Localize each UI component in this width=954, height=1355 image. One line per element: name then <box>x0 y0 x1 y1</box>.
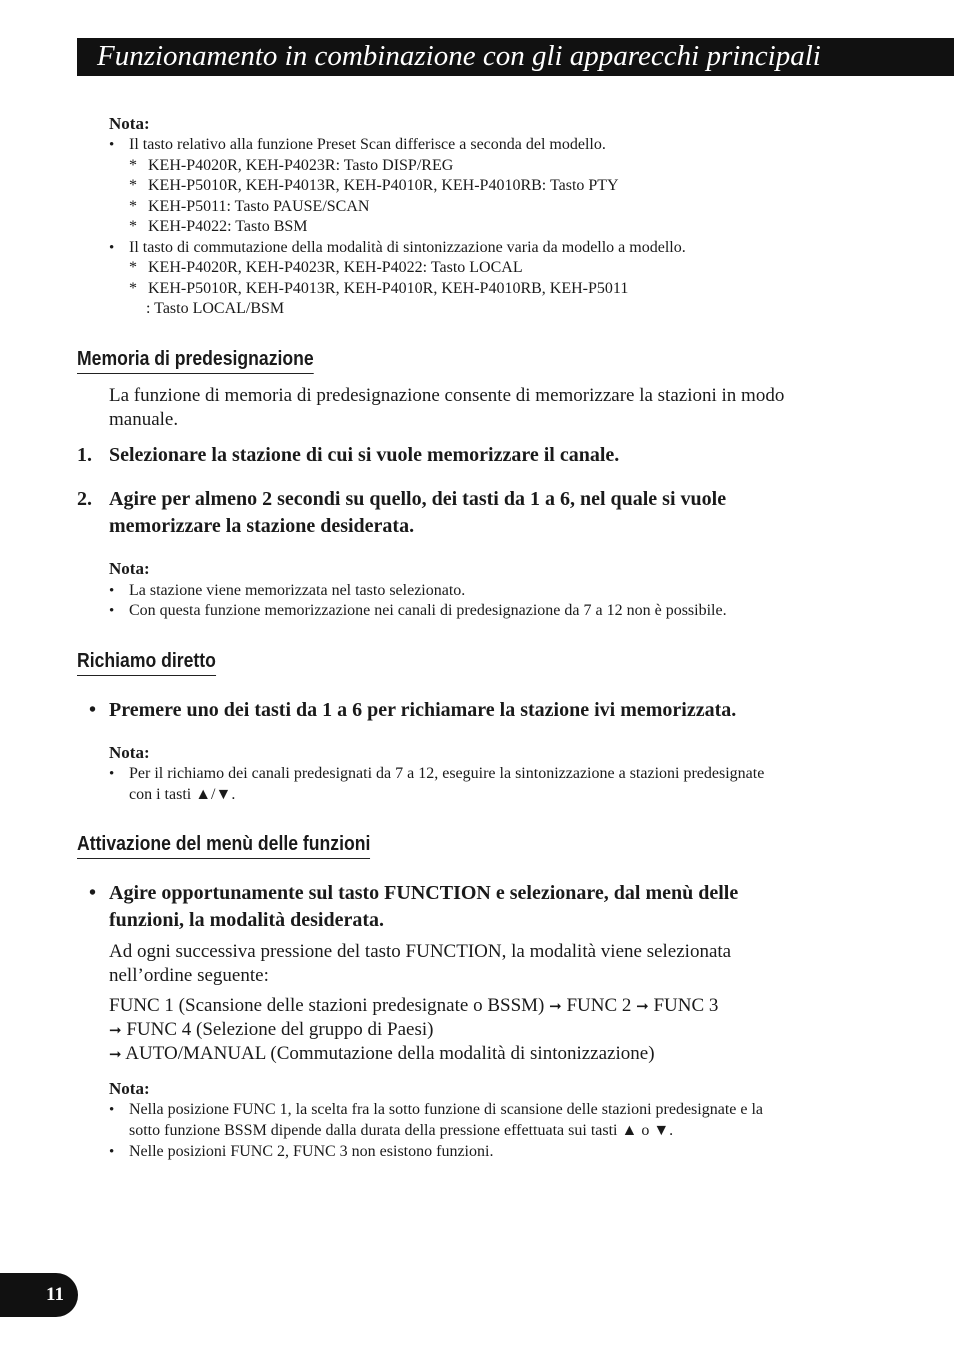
func-sequence-item: FUNC 1 (Scansione delle stazioni predesignate o BSSM) <box>109 995 545 1016</box>
bullet-icon: • <box>89 882 97 904</box>
step-text: Premere uno dei tasti da 1 a 6 per richiamare la stazione ivi memorizzata. <box>109 699 737 721</box>
note-subitem: KEH-P4020R, KEH-P4023R: Tasto DISP/REG <box>148 157 454 174</box>
note-text: Nelle posizioni FUNC 2, FUNC 3 non esistono funzioni. <box>129 1143 494 1160</box>
section-desc: nell’ordine seguente: <box>109 965 269 986</box>
section-desc: Ad ogni successiva pressione del tasto FUNCTION, la modalità viene selezionata <box>109 941 732 962</box>
func-sequence-item: AUTO/MANUAL (Commutazione della modalità di sintonizzazione) <box>125 1043 655 1064</box>
note-subitem-cont: : Tasto LOCAL/BSM <box>146 300 285 317</box>
page-number: 11 <box>46 1284 64 1305</box>
section-intro: La funzione di memoria di predesignazione consente di memorizzare la stazioni in modo <box>109 385 785 406</box>
note-subitem: KEH-P4020R, KEH-P4023R, KEH-P4022: Tasto LOCAL <box>148 259 523 276</box>
bullet-icon: • <box>109 240 115 256</box>
asterisk-icon: * <box>129 177 137 194</box>
page-number-tab <box>0 1273 78 1317</box>
section-heading-funzioni: Attivazione del menù delle funzioni <box>77 832 370 859</box>
bullet-icon: • <box>109 766 115 782</box>
page-header <box>77 38 954 76</box>
section-heading-richiamo: Richiamo diretto <box>77 649 216 676</box>
note-text: La stazione viene memorizzata nel tasto selezionato. <box>129 582 466 599</box>
asterisk-icon: * <box>129 218 137 235</box>
func-sequence-item: FUNC 3 <box>653 995 719 1016</box>
bullet-icon: • <box>109 1144 115 1160</box>
page-title: Funzionamento in combinazione con gli apparecchi principali <box>97 40 821 72</box>
note-subitem: KEH-P5010R, KEH-P4013R, KEH-P4010R, KEH-P4010RB, KEH-P5011 <box>148 280 629 297</box>
step-number: 2. <box>77 488 92 510</box>
asterisk-icon: * <box>129 198 137 215</box>
note-text: Nella posizione FUNC 1, la scelta fra la sotto funzione di scansione delle stazioni predesignate e la <box>129 1101 764 1118</box>
note-label: Nota: <box>109 559 150 578</box>
note-text: Con questa funzione memorizzazione nei canali di predesignazione da 7 a 12 non è possibile. <box>129 602 727 619</box>
func-sequence-item: FUNC 4 (Selezione del gruppo di Paesi) <box>126 1019 434 1040</box>
func-sequence-line <box>109 1018 433 1042</box>
func-sequence-line <box>109 994 718 1018</box>
bullet-icon: • <box>109 603 115 619</box>
asterisk-icon: * <box>129 259 137 276</box>
step-text: Agire opportunamente sul tasto FUNCTION e selezionare, dal menù delle <box>109 882 739 904</box>
func-sequence-line <box>109 1042 655 1066</box>
note-subitem: KEH-P5010R, KEH-P4013R, KEH-P4010R, KEH-P4010RB: Tasto PTY <box>148 177 619 194</box>
note-text: Il tasto di commutazione della modalità di sintonizzazione varia da modello a modello. <box>129 239 686 256</box>
bullet-icon: • <box>109 1102 115 1118</box>
asterisk-icon: * <box>129 157 137 174</box>
note-text: Per il richiamo dei canali predesignati da 7 a 12, eseguire la sintonizzazione a stazioni predesignate <box>129 765 765 782</box>
func-sequence-item: FUNC 2 <box>566 995 632 1016</box>
bullet-icon: • <box>89 699 97 721</box>
step-text: Agire per almeno 2 secondi su quello, dei tasti da 1 a 6, nel quale si vuole <box>109 488 727 510</box>
step-text: Selezionare la stazione di cui si vuole memorizzare il canale. <box>109 444 620 466</box>
section-intro: manuale. <box>109 409 179 430</box>
note-label: Nota: <box>109 743 150 762</box>
note-text: con i tasti ▲/▼. <box>129 786 236 803</box>
step-text: funzioni, la modalità desiderata. <box>109 909 385 931</box>
asterisk-icon: * <box>129 280 137 297</box>
note-label: Nota: <box>109 1079 150 1098</box>
note-text: sotto funzione BSSM dipende dalla durata della pressione effettuata sui tasti ▲ o ▼. <box>129 1122 674 1139</box>
arrow-right-icon: ➞ <box>109 1021 122 1039</box>
note-text: Il tasto relativo alla funzione Preset Scan differisce a seconda del modello. <box>129 136 606 153</box>
note-subitem: KEH-P4022: Tasto BSM <box>148 218 308 235</box>
step-text: memorizzare la stazione desiderata. <box>109 515 415 537</box>
arrow-right-icon: ➞ <box>109 1045 122 1063</box>
step-number: 1. <box>77 444 92 466</box>
arrow-right-icon: ➞ <box>549 997 562 1015</box>
note-subitem: KEH-P5011: Tasto PAUSE/SCAN <box>148 198 370 215</box>
note-label: Nota: <box>109 114 150 133</box>
section-heading-memoria: Memoria di predesignazione <box>77 347 314 374</box>
bullet-icon: • <box>109 137 115 153</box>
bullet-icon: • <box>109 583 115 599</box>
arrow-right-icon: ➞ <box>636 997 649 1015</box>
